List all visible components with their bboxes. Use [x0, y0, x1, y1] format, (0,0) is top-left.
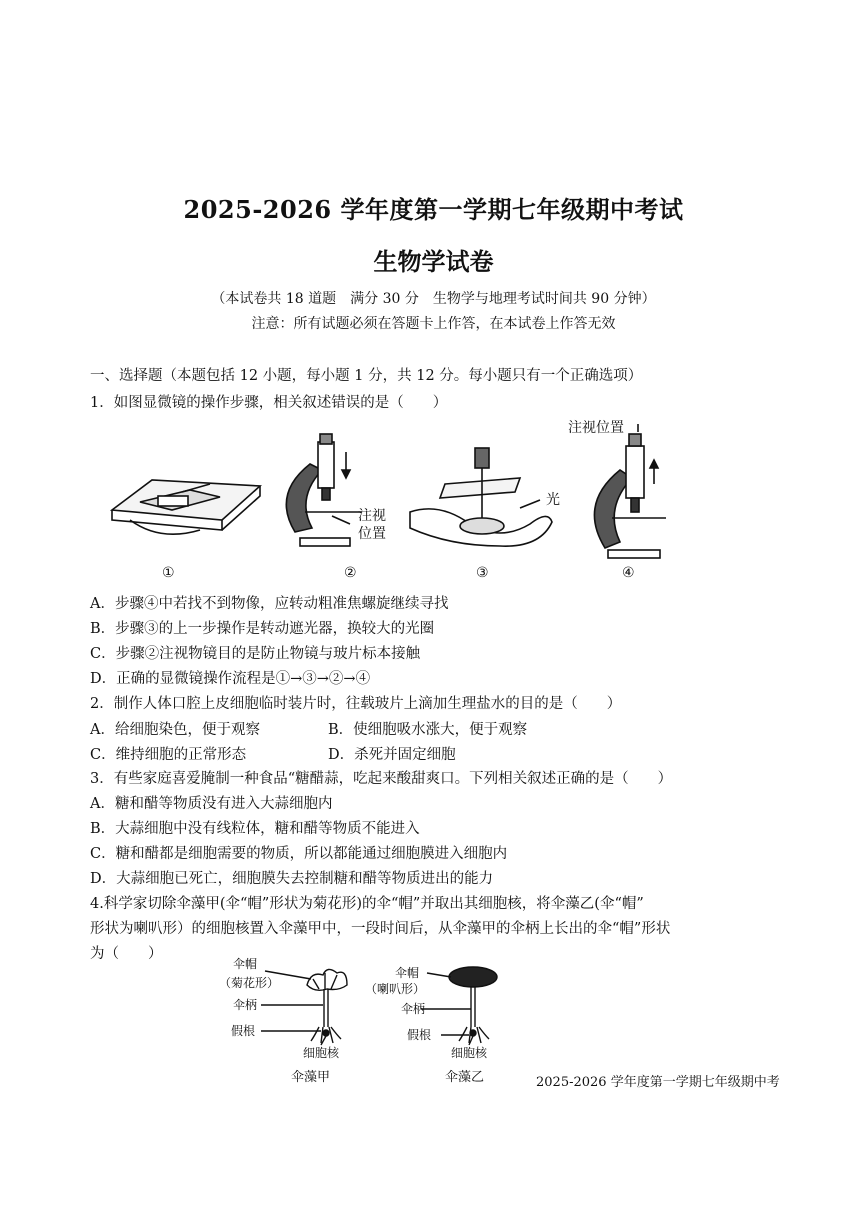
- question-4-stem-line-2: 形状为喇叭形）的细胞核置入伞藻甲中，一段时间后，从伞藻甲的伞柄上长出的伞“帽”形状: [90, 921, 671, 937]
- yi-stalk-label: 伞柄: [401, 1002, 426, 1016]
- question-2-option-d: D．杀死并固定细胞: [328, 747, 456, 763]
- exam-title: 2025-2026 学年度第一学期七年级期中考试: [183, 195, 684, 224]
- q1-label-zhushi-weizhi: 注视位置: [568, 420, 624, 436]
- yi-cap-shape-label: （喇叭形）: [365, 982, 426, 996]
- jia-cap-shape-label: （菊花形）: [219, 976, 280, 990]
- page-footer: 2025-2026 学年度第一学期七年级期中考: [536, 1075, 780, 1090]
- question-3-stem: 3．有些家庭喜爱腌制一种食品“糖醋蒜，吃起来酸甜爽口。下列相关叙述正确的是（ ）: [90, 771, 673, 787]
- yi-cap-label: 伞帽: [395, 966, 420, 980]
- q1-label-weizhi: 位置: [358, 526, 386, 542]
- step-1-stage-drawing: [112, 480, 260, 534]
- jia-name-label: 伞藻甲: [291, 1070, 331, 1085]
- exam-info: （本试卷共 18 道题 满分 30 分 生物学与地理考试时间共 90 分钟）: [211, 291, 656, 307]
- jia-rhizoid-label: 假根: [231, 1024, 256, 1038]
- question-4-stem-line-3: 为（ ）: [90, 946, 163, 962]
- jia-cap-label: 伞帽: [233, 957, 258, 971]
- question-2-stem: 2．制作人体口腔上皮细胞临时装片时，往载玻片上滴加生理盐水的目的是（ ）: [90, 696, 622, 712]
- question-1-option-b: B．步骤③的上一步操作是转动遮光器，换较大的光圈: [90, 621, 435, 637]
- question-1-option-c: C．步骤②注视物镜目的是防止物镜与玻片标本接触: [90, 646, 421, 662]
- question-3-option-d: D．大蒜细胞已死亡，细胞膜失去控制糖和醋等物质进出的能力: [90, 871, 494, 887]
- question-4-stem-line-1: 4.科学家切除伞藻甲(伞“帽”形状为菊花形)的伞“帽”并取出其细胞核，将伞藻乙(伞“帽”: [90, 896, 644, 912]
- jia-nucleus-label: 细胞核: [303, 1046, 340, 1060]
- step-number-3: ③: [476, 565, 489, 581]
- section-heading: 一、选择题（本题包括 12 小题，每小题 1 分，共 12 分。每小题只有一个正确选项）: [90, 368, 643, 384]
- step-4-microscope-drawing: [594, 424, 666, 558]
- step-number-4: ④: [622, 565, 635, 581]
- question-2-option-c: C．维持细胞的正常形态: [90, 747, 247, 763]
- step-3-hands-drawing: [410, 448, 552, 546]
- step-number-1: ①: [162, 565, 175, 581]
- step-2-microscope-drawing: [286, 434, 362, 546]
- microscope-figure: [100, 412, 680, 587]
- yi-name-label: 伞藻乙: [445, 1070, 485, 1085]
- question-2-option-b: B．使细胞吸水涨大，便于观察: [328, 722, 528, 738]
- acetabularia-figure: [215, 955, 515, 1095]
- question-1-option-d: D．正确的显微镜操作流程是①→③→②→④: [90, 671, 371, 687]
- yi-nucleus-label: 细胞核: [451, 1046, 488, 1060]
- q1-label-zhushi: 注视: [358, 508, 386, 524]
- jia-stalk-label: 伞柄: [233, 998, 258, 1012]
- acetabularia-yi-drawing: [421, 967, 497, 1045]
- question-1-option-a: A．步骤④中若找不到物像，应转动粗准焦螺旋继续寻找: [90, 596, 449, 612]
- q1-label-guang: 光: [546, 492, 560, 508]
- question-3-option-b: B．大蒜细胞中没有线粒体，糖和醋等物质不能进入: [90, 821, 420, 837]
- question-2-option-a: A．给细胞染色，便于观察: [90, 722, 260, 738]
- yi-rhizoid-label: 假根: [407, 1028, 432, 1042]
- question-3-option-a: A．糖和醋等物质没有进入大蒜细胞内: [90, 796, 333, 812]
- question-1-stem: 1．如图显微镜的操作步骤，相关叙述错误的是（ ）: [90, 395, 448, 411]
- question-3-option-c: C．糖和醋都是细胞需要的物质，所以都能通过细胞膜进入细胞内: [90, 846, 508, 862]
- exam-subtitle: 生物学试卷: [373, 247, 494, 276]
- exam-notice: 注意：所有试题必须在答题卡上作答，在本试卷上作答无效: [251, 316, 616, 332]
- step-number-2: ②: [344, 565, 357, 581]
